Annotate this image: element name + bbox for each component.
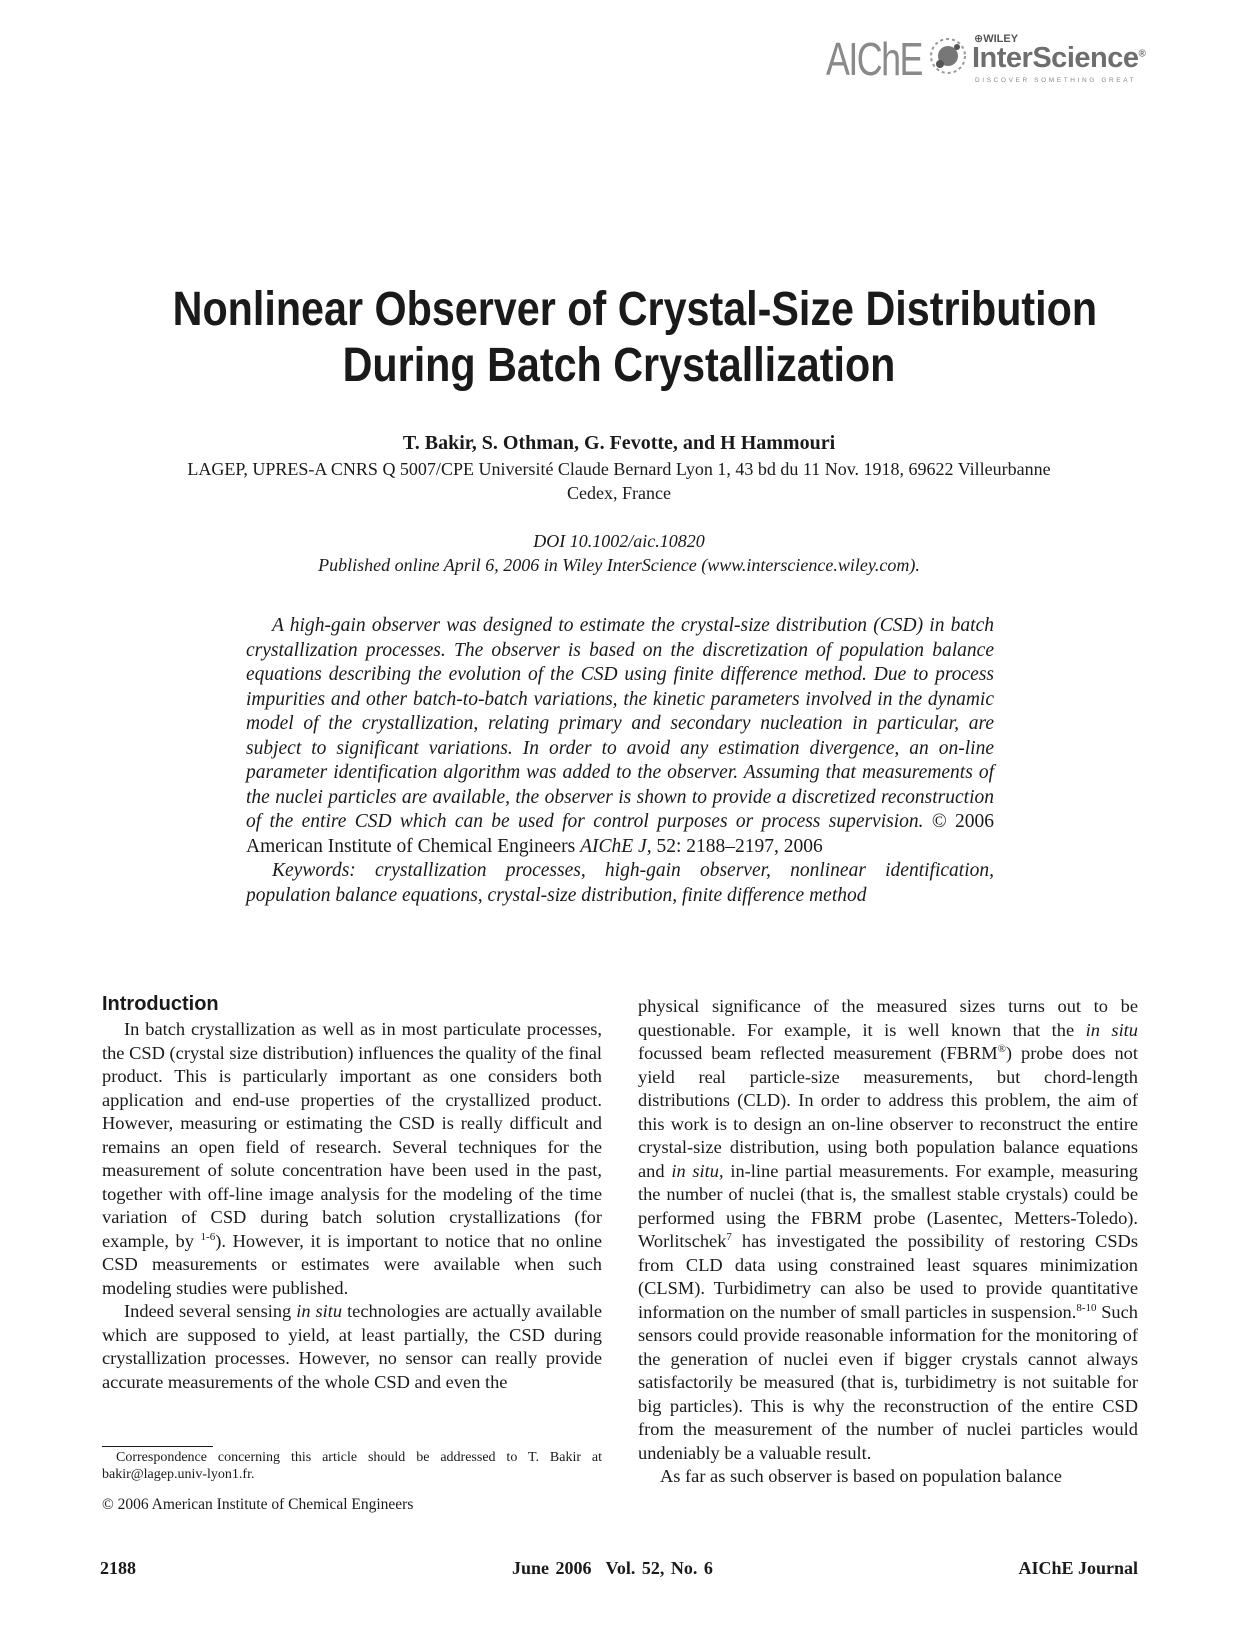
affiliation-line-1: LAGEP, UPRES-A CNRS Q 5007/CPE Université Claude Bernard Lyon 1, 43 bd du 11 Nov. 1918, 69622 Villeurbanne <box>187 459 1051 479</box>
wiley-globe-icon <box>926 34 970 78</box>
published-online: Published online April 6, 2006 in Wiley InterScience (www.interscience.wiley.com). <box>318 555 920 575</box>
footnote <box>102 1449 602 1483</box>
text-run: technologies are actually available which are supposed to yield, at least partially, the CSD during crystallization processes. However, no sensor can really provide accurate measurements of the whole CSD and even the <box>102 1301 602 1392</box>
text-run: ). However, it is important to notice that no online CSD measurements or estimates were available when such modeling studies were published. <box>102 1230 603 1298</box>
publication-info <box>100 529 1138 577</box>
text-run: has investigated the possibility of restoring CSDs from CLD data using constrained least squares minimization (CLSM). Turbidimetry can also be used to provide quantitative information on the number of small particles in suspension. <box>638 1231 1138 1322</box>
publisher-logo <box>826 28 1156 96</box>
text-run: focussed beam reflected measurement (FBRM <box>638 1043 998 1063</box>
text-run: Indeed several sensing <box>124 1301 297 1321</box>
intro-paragraph-3: As far as such observer is based on population balance <box>660 1466 1062 1486</box>
abstract <box>246 614 994 908</box>
footnote-copyright: © 2006 American Institute of Chemical Engineers <box>102 1496 414 1513</box>
interscience-label: InterScience® <box>972 42 1146 74</box>
issue-info <box>512 1558 713 1579</box>
text-run: , in-line partial measurements. For example, measuring the number of nuclei (that is, the smallest stable crystals) could be performed using the FBRM probe (Lasentec, Metters-Toledo). Worlitschek <box>638 1160 1138 1251</box>
text-run: Such sensors could provide reasonable information for the monitoring of the generation of nuclei even if bigger crystals cannot always satisfactorily be measured (that is, turbidimetry is not suitable for big particles). This is why the reconstruction of the entire CSD from the measurement of the number of nuclei particles would undeniably be a valuable result. <box>638 1301 1138 1463</box>
text-run: physical significance of the measured sizes turns out to be questionable. For example, it is well known that the <box>638 996 1138 1040</box>
correspondence-note: Correspondence concerning this article should be addressed to T. Bakir at bakir@lagep.univ-lyon1.fr. <box>102 1450 602 1482</box>
text-run: in situ <box>296 1301 343 1321</box>
intro-paragraph-2 <box>102 1300 602 1394</box>
intro-paragraph-2-cont <box>638 995 1138 1465</box>
registered-mark: ® <box>997 1043 1006 1055</box>
wiley-label: ⊕WILEY <box>974 33 1019 45</box>
right-column <box>638 995 1138 1489</box>
citation-ref[interactable]: 7 <box>726 1231 732 1243</box>
doi[interactable]: DOI 10.1002/aic.10820 <box>533 531 705 551</box>
text-run: ) probe does not yield real particle-size measurements, but chord-length distributions (CLD). In order to address this problem, the aim of this work is to design an on-line observer to reconstruct the entire crystal-size distribution, using both population balance equations and <box>638 1043 1138 1181</box>
title-line-1: Nonlinear Observer of Crystal-Size Distribution <box>172 283 1098 336</box>
keywords: Keywords: crystallization processes, high-gain observer, nonlinear identification, population balance equations, crystal-size distribution, finite difference method <box>246 860 994 906</box>
citation-ref[interactable]: 1-6 <box>200 1230 216 1243</box>
title-line-2: During Batch Crystallization <box>342 339 896 392</box>
text-run: in situ <box>1085 1019 1138 1040</box>
citation-ref[interactable]: 8-10 <box>1076 1301 1097 1314</box>
text-run: in situ <box>671 1160 719 1181</box>
footnote-rule <box>102 1446 213 1447</box>
logo-tagline: DISCOVER SOMETHING GREAT <box>975 77 1137 84</box>
intro-paragraph-1 <box>102 1018 602 1300</box>
paper-title <box>172 282 1098 394</box>
issue-volume: Vol. 52, No. 6 <box>605 1558 713 1578</box>
issue-date: June 2006 <box>512 1558 592 1578</box>
abstract-paragraph <box>246 614 994 859</box>
journal-ref: AIChE J, <box>580 835 652 857</box>
section-heading-introduction: Introduction <box>102 993 219 1015</box>
abstract-text: A high-gain observer was designed to estimate the crystal-size distribution (CSD) in batch crystallization processes. The observer is based on the discretization of population balance equations describing the evolution of the CSD using finite difference method. Due to process impurities and other batch-to-batch variations, the kinetic parameters involved in the dynamic model of the crystallization, relating primary and secondary nucleation in particular, are subject to significant variations. In order to avoid any estimation divergence, an on-line parameter identification algorithm was added to the observer. Assuming that measurements of the nuclei particles are available, the observer is shown to provide a discretized reconstruction of the entire CSD which can be used for control purposes or process supervision. <box>246 615 994 832</box>
journal-name: AIChE Journal <box>1018 1558 1138 1578</box>
text-run: In batch crystallization as well as in most particulate processes, the CSD (crystal size distribution) influences the quality of the final product. This is particularly important as one considers both application and end-use properties of the crystallized product. However, measuring or estimating the CSD is really difficult and remains an open field of research. Several techniques for the measurement of solute concentration have been used in the past, together with off-line image analysis for the modeling of the time variation of CSD during batch solution crystallizations (for example, by <box>102 1019 602 1251</box>
abstract-copyright: © 2006 American Institute of Chemical Engineers <box>246 811 995 857</box>
affiliation-line-2: Cedex, France <box>567 483 671 503</box>
affiliation <box>120 457 1118 505</box>
citation: 52: 2188–2197, 2006 <box>656 835 823 857</box>
authors: T. Bakir, S. Othman, G. Fevotte, and H Hammouri <box>402 432 836 454</box>
aiche-logo: AIChE <box>826 33 922 85</box>
left-column <box>102 1018 602 1394</box>
page-number: 2188 <box>100 1558 136 1578</box>
